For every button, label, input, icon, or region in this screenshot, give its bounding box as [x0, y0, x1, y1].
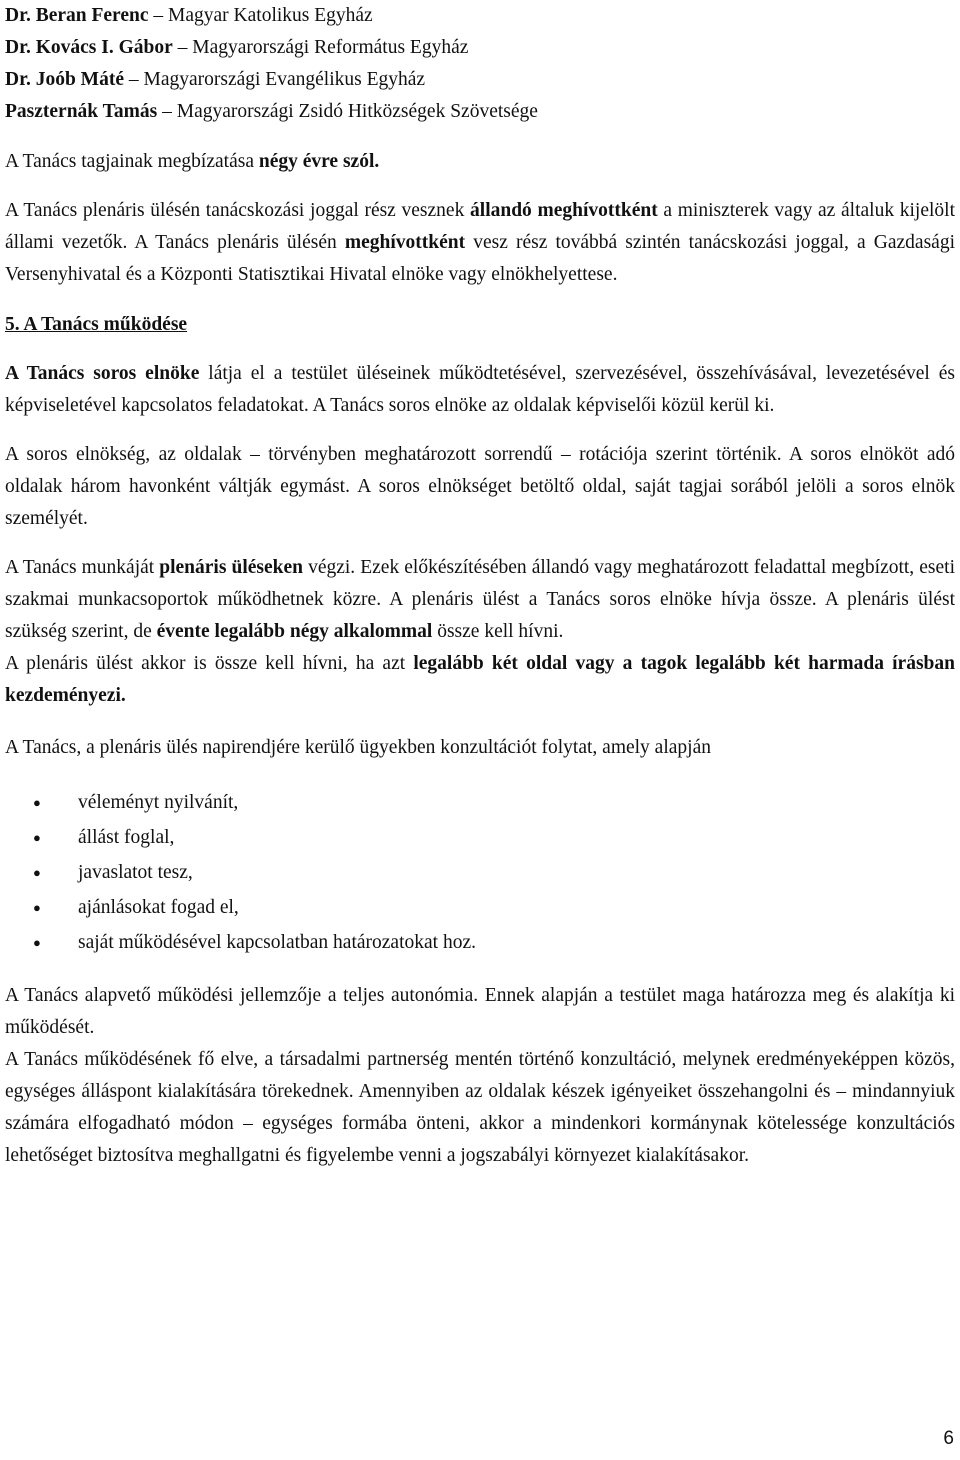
mandate-paragraph: A Tanács tagjainak megbízatása négy évre szól.	[5, 151, 380, 172]
section-heading: 5. A Tanács működése	[5, 314, 188, 335]
consult-intro: A Tanács, a plenáris ülés napirendjére kerülő ügyekben konzultációt folytat, amely alapján	[5, 737, 711, 758]
principle-paragraph: A Tanács működésének fő elve, a társadalmi partnerség mentén történő konzultáció, melynek eredményeképpen közös, egységes álláspont kialakítására törekednek. Amennyiben az oldalak készek igényeiket összehangolni és – mindannyiuk számára elfogadható módon – egységes formába önteni, akkor a mindenkori kormánynak kötelessége konzultációs lehetőséget biztosítva meghallgatni és figyelembe venni a jogszabályi környezet kialakításakor.	[5, 1049, 955, 1166]
member-list	[5, 0, 955, 128]
list-item: ● véleményt nyilvánít,	[5, 785, 955, 820]
list-item: ● javaslatot tesz,	[5, 855, 955, 890]
member-line: Dr. Beran Ferenc – Magyar Katolikus Egyház	[5, 5, 373, 26]
convene-paragraph: A plenáris ülést akkor is össze kell hívni, ha azt legalább két oldal vagy a tagok legalább két harmada írásban kezdeményezi.	[5, 653, 955, 706]
page-number: 6	[943, 1428, 954, 1449]
list-item: ● állást foglal,	[5, 820, 955, 855]
rotation-paragraph: A soros elnökség, az oldalak – törvényben meghatározott sorrendű – rotációja szerint történik. A soros elnököt adó oldalak három havonként váltják egymást. A soros elnökséget betöltő oldal, saját tagjai sorából jelöli a soros elnök személyét.	[5, 444, 955, 529]
consult-list	[5, 785, 955, 960]
document-page	[5, 0, 955, 1172]
list-item: ● saját működésével kapcsolatban határozatokat hoz.	[5, 925, 955, 960]
member-line: Dr. Kovács I. Gábor – Magyarországi Református Egyház	[5, 37, 469, 58]
sessions-paragraph: A Tanács munkáját plenáris üléseken végzi. Ezek előkészítésében állandó vagy meghatározott feladattal megbízott, eseti szakmai munkacsoportok működhetnek közre. A plenáris ülést a Tanács soros elnöke hívja össze. A plenáris ülést szükség szerint, de évente legalább négy alkalommal össze kell hívni.	[5, 557, 955, 642]
member-line: Dr. Joób Máté – Magyarországi Evangélikus Egyház	[5, 69, 426, 90]
list-item: ● ajánlásokat fogad el,	[5, 890, 955, 925]
autonomy-paragraph: A Tanács alapvető működési jellemzője a teljes autonómia. Ennek alapján a testület maga határozza meg és alakítja ki működését.	[5, 985, 955, 1038]
member-line: Paszternák Tamás – Magyarországi Zsidó Hitközségek Szövetsége	[5, 101, 538, 122]
invitees-paragraph: A Tanács plenáris ülésén tanácskozási joggal rész vesznek állandó meghívottként a miniszterek vagy az általuk kijelölt állami vezetők. A Tanács plenáris ülésén meghívottként vesz rész továbbá szintén tanácskozási joggal, a Gazdasági Versenyhivatal és a Központi Statisztikai Hivatal elnöke vagy elnökhelyettese.	[5, 200, 955, 285]
chair-paragraph: A Tanács soros elnöke látja el a testület üléseinek működtetésével, szervezésével, összehívásával, levezetésével és képviseletével kapcsolatos feladatokat. A Tanács soros elnöke az oldalak képviselői közül kerül ki.	[5, 363, 955, 416]
